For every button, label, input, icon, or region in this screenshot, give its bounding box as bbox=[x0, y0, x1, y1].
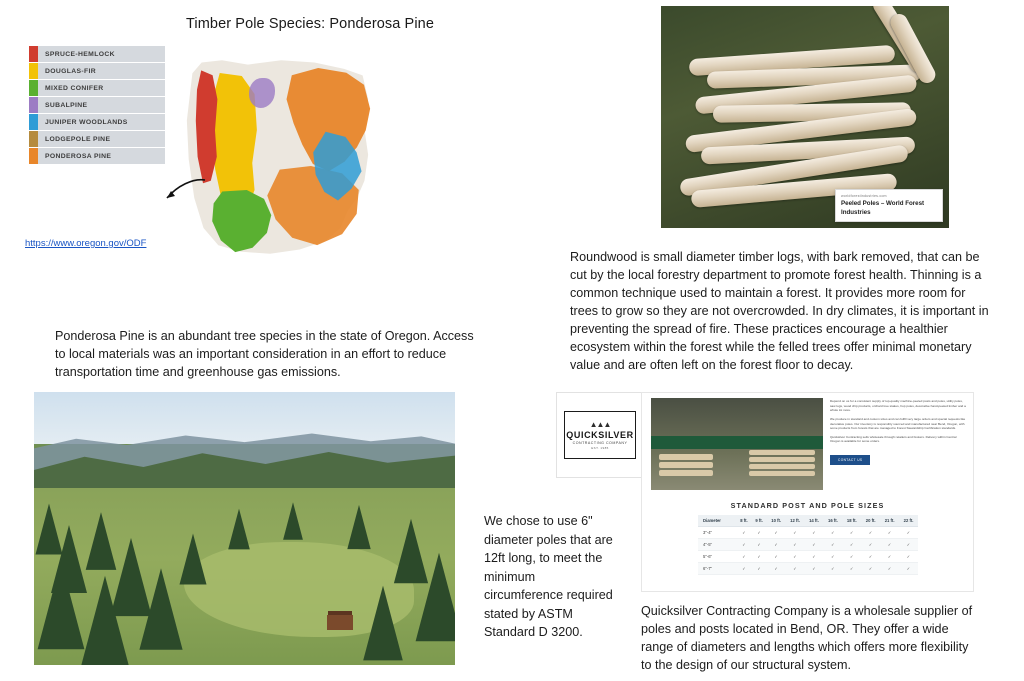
legend-label: SPRUCE-HEMLOCK bbox=[45, 50, 115, 58]
pine-tree bbox=[283, 502, 303, 539]
website-paragraph: Depend on us for a consistent supply of top-quality machine-peeled posts and poles, utility poles, saw logs, wood chip products, orchard tree stakes, hop poles, decorative hand-peeled timber and a whole lot more. bbox=[830, 399, 966, 413]
column-header: Diameter bbox=[698, 515, 736, 527]
legend-label: MIXED CONIFER bbox=[45, 84, 104, 92]
photo-caption bbox=[835, 189, 943, 222]
legend-label: SUBALPINE bbox=[45, 101, 88, 109]
column-header: 9 ft. bbox=[752, 515, 767, 527]
cell-mark: ✓ bbox=[786, 551, 805, 563]
cell-mark: ✓ bbox=[899, 527, 918, 539]
cell-mark: ✓ bbox=[861, 563, 880, 575]
cell-mark: ✓ bbox=[861, 551, 880, 563]
cell-mark: ✓ bbox=[786, 563, 805, 575]
pole-spec-paragraph: We chose to use 6" diameter poles that are 12ft long, to meet the minimum circumference required stated by ASTM Standard D 3200. bbox=[484, 514, 613, 639]
cell-mark: ✓ bbox=[842, 527, 861, 539]
cell-mark: ✓ bbox=[823, 539, 842, 551]
cell-mark: ✓ bbox=[767, 539, 786, 551]
legend-swatch-douglas-fir bbox=[29, 63, 38, 79]
quicksilver-logo-frame bbox=[564, 411, 636, 459]
cell-mark: ✓ bbox=[899, 551, 918, 563]
cell-mark: ✓ bbox=[899, 563, 918, 575]
legend-swatch-mixed-conifer bbox=[29, 80, 38, 96]
cell-mark: ✓ bbox=[736, 527, 751, 539]
pine-tree bbox=[180, 534, 207, 585]
lumber-stack bbox=[749, 471, 815, 476]
cell-mark: ✓ bbox=[842, 551, 861, 563]
cell-mark: ✓ bbox=[880, 563, 899, 575]
map-canvas bbox=[25, 38, 525, 303]
website-copy bbox=[830, 399, 966, 466]
pine-tree bbox=[347, 505, 370, 549]
peeled-poles-photo bbox=[661, 6, 949, 228]
roundwood-paragraph: Roundwood is small diameter timber logs, with bark removed, that can be cut by the local forestry department to promote forest health. Thinning is a common technique used to maintain a forest. It provides more room for trees to grow so they are not overcrowded. In dry climates, it is important in preventing the spread of fire. These practices encourage a healthier ecosystem within the forest while the felled trees offer minimal monetary value and are often left on the forest floor to decay. bbox=[570, 250, 989, 372]
column-header: 10 ft. bbox=[767, 515, 786, 527]
cell-mark: ✓ bbox=[786, 539, 805, 551]
cell-mark: ✓ bbox=[861, 539, 880, 551]
legend-label: PONDEROSA PINE bbox=[45, 152, 112, 160]
legend-label: JUNIPER WOODLANDS bbox=[45, 118, 128, 126]
cell-mark: ✓ bbox=[823, 551, 842, 563]
legend-item bbox=[29, 46, 165, 62]
quicksilver-logo bbox=[556, 392, 644, 478]
legend-item bbox=[29, 63, 165, 79]
legend-swatch-juniper-woodlands bbox=[29, 114, 38, 130]
mill-conveyor bbox=[651, 436, 823, 449]
lumber-stack bbox=[749, 464, 815, 469]
cell-mark: ✓ bbox=[752, 539, 767, 551]
legend-label: LODGEPOLE PINE bbox=[45, 135, 111, 143]
arrow-icon bbox=[141, 176, 211, 212]
cell-mark: ✓ bbox=[842, 539, 861, 551]
pine-tree bbox=[139, 568, 182, 650]
column-header: 21 ft. bbox=[880, 515, 899, 527]
cell-mark: ✓ bbox=[736, 563, 751, 575]
legend-swatch-spruce-hemlock bbox=[29, 46, 38, 62]
table-row bbox=[698, 551, 918, 563]
sky bbox=[34, 392, 455, 444]
map-legend bbox=[29, 46, 165, 165]
cell-diameter: 5"-6" bbox=[698, 551, 736, 563]
oregon-odf-link[interactable]: https://www.oregon.gov/ODF bbox=[25, 238, 147, 249]
standard-post-and-pole-sizes-table bbox=[698, 515, 918, 575]
column-header: 12 ft. bbox=[786, 515, 805, 527]
cell-mark: ✓ bbox=[767, 563, 786, 575]
cell-diameter: 6"-7" bbox=[698, 563, 736, 575]
website-paragraph: Quicksilver Contracting sells wholesale through retailers and brokers. Delivery within Central Oregon is available for some orders. bbox=[830, 434, 957, 444]
cell-mark: ✓ bbox=[752, 563, 767, 575]
trees-icon: ▲▲▲ bbox=[589, 419, 611, 429]
cell-mark: ✓ bbox=[805, 563, 824, 575]
legend-swatch-subalpine bbox=[29, 97, 38, 113]
legend-item bbox=[29, 114, 165, 130]
forest-landscape-photo bbox=[34, 392, 455, 665]
legend-label: DOUGLAS-FIR bbox=[45, 67, 97, 75]
cell-mark: ✓ bbox=[805, 551, 824, 563]
legend-swatch-ponderosa-pine bbox=[29, 148, 38, 164]
cell-mark: ✓ bbox=[736, 539, 751, 551]
table-header-row bbox=[698, 515, 918, 527]
website-paragraph: We produce in standard and custom sizes and can fulfill very large orders and special requests like decorative poles. Our inventory is responsibly sourced and manufactured near Bend, Oregon, with some products from forests that are managed to Forest Stewardship Certification standards. bbox=[830, 416, 966, 431]
lumber-stack bbox=[659, 470, 713, 476]
legend-swatch-lodgepole-pine bbox=[29, 131, 38, 147]
cell-mark: ✓ bbox=[842, 563, 861, 575]
quicksilver-logo-established: EST. 1985 bbox=[591, 445, 609, 450]
pine-tree bbox=[363, 586, 403, 661]
quicksilver-logo-name: QUICKSILVER bbox=[566, 429, 634, 440]
pine-tree bbox=[38, 561, 85, 649]
cell-mark: ✓ bbox=[861, 527, 880, 539]
caption-title: Peeled Poles – World Forest Industries bbox=[841, 200, 925, 216]
cell-mark: ✓ bbox=[805, 539, 824, 551]
ponderosa-paragraph: Ponderosa Pine is an abundant tree species in the state of Oregon. Access to local materials was an important consideration in an effort to reduce transportation time and greenhouse gas emissions. bbox=[55, 329, 474, 379]
pine-tree bbox=[416, 553, 455, 641]
legend-item bbox=[29, 97, 165, 113]
oregon-forest-map bbox=[25, 38, 525, 303]
lumber-stack bbox=[749, 457, 815, 462]
cell-mark: ✓ bbox=[899, 539, 918, 551]
column-header: 22 ft. bbox=[899, 515, 918, 527]
table-row bbox=[698, 563, 918, 575]
legend-item bbox=[29, 148, 165, 164]
cell-mark: ✓ bbox=[767, 527, 786, 539]
quicksilver-paragraph: Quicksilver Contracting Company is a wholesale supplier of poles and posts located in Bend, OR. They offer a wide range of diameters and lengths which offers more flexibility to the design of our structural system. bbox=[641, 604, 973, 672]
pole-sizes-table-title: STANDARD POST AND POLE SIZES bbox=[730, 501, 885, 510]
quicksilver-website-screenshot bbox=[641, 392, 974, 592]
column-header: 20 ft. bbox=[861, 515, 880, 527]
cell-mark: ✓ bbox=[736, 551, 751, 563]
column-header: 14 ft. bbox=[805, 515, 824, 527]
column-header: 16 ft. bbox=[823, 515, 842, 527]
contact-us-button[interactable]: CONTACT US bbox=[830, 455, 870, 465]
pine-tree bbox=[228, 509, 250, 550]
legend-item bbox=[29, 80, 165, 96]
mill-photo bbox=[651, 398, 823, 490]
legend-item bbox=[29, 131, 165, 147]
table-row bbox=[698, 539, 918, 551]
cell-mark: ✓ bbox=[805, 527, 824, 539]
cell-mark: ✓ bbox=[752, 527, 767, 539]
page-title: Timber Pole Species: Ponderosa Pine bbox=[186, 16, 434, 32]
cell-mark: ✓ bbox=[880, 539, 899, 551]
quicksilver-logo-subtitle: CONTRACTING COMPANY bbox=[572, 440, 628, 445]
cabin bbox=[327, 615, 353, 630]
lumber-stack bbox=[749, 450, 815, 455]
cell-diameter: 3"-4" bbox=[698, 527, 736, 539]
cell-diameter: 4"-5" bbox=[698, 539, 736, 551]
cell-mark: ✓ bbox=[767, 551, 786, 563]
cell-mark: ✓ bbox=[823, 563, 842, 575]
caption-source: worldforestindustries.com bbox=[841, 194, 887, 199]
table-row bbox=[698, 527, 918, 539]
cell-mark: ✓ bbox=[880, 527, 899, 539]
cell-mark: ✓ bbox=[786, 527, 805, 539]
cell-mark: ✓ bbox=[752, 551, 767, 563]
column-header: 8 ft. bbox=[736, 515, 751, 527]
column-header: 18 ft. bbox=[842, 515, 861, 527]
cell-mark: ✓ bbox=[880, 551, 899, 563]
lumber-stack bbox=[659, 454, 713, 460]
pine-tree bbox=[79, 576, 131, 665]
cell-mark: ✓ bbox=[823, 527, 842, 539]
lumber-stack bbox=[659, 462, 713, 468]
